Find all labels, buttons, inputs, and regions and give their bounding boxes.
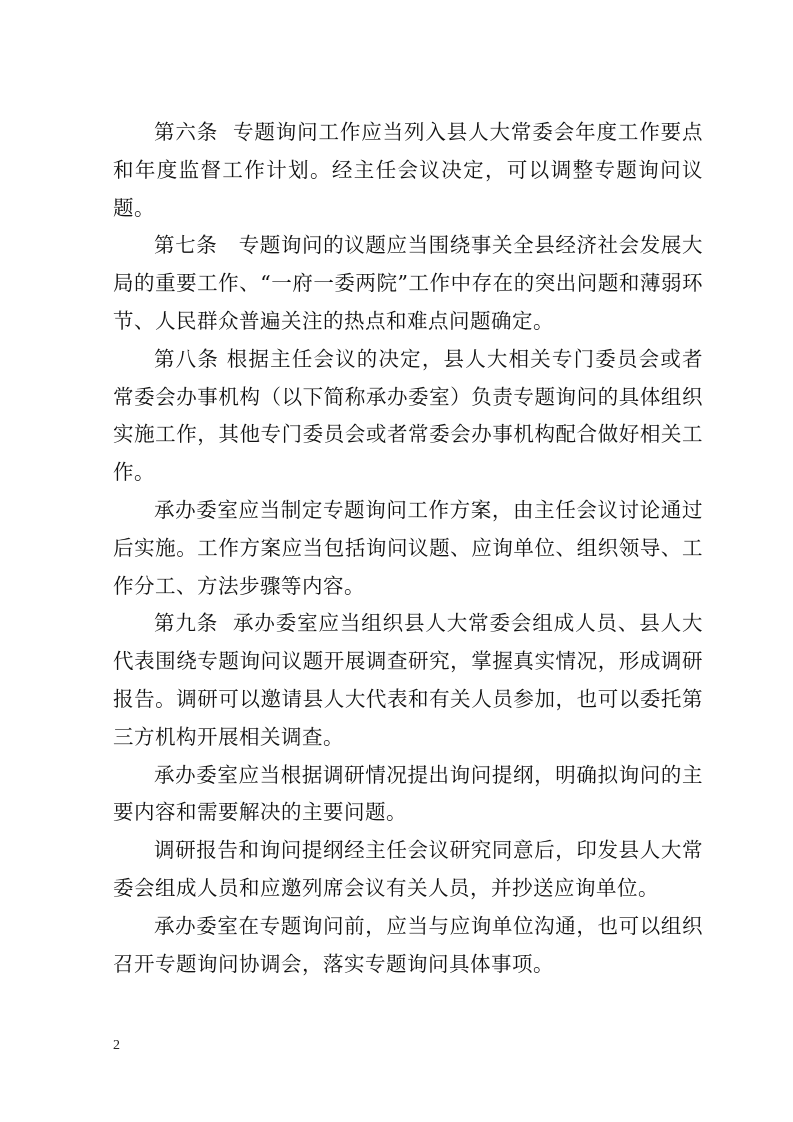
paragraph-work-plan: 承办委室应当制定专题询问工作方案，由主任会议讨论通过后实施。工作方案应当包括询问议题、应询单位、组织领导、工作分工、方法步骤等内容。	[113, 497, 703, 598]
paragraph-coordination: 承办委室在专题询问前，应当与应询单位沟通，也可以组织召开专题询问协调会，落实专题询问具体事项。	[113, 913, 703, 976]
paragraph-report-distribution: 调研报告和询问提纲经主任会议研究同意后，印发县人大常委会组成人员和应邀列席会议有关人员，并抄送应询单位。	[113, 838, 703, 900]
paragraph-article-6: 第六条 专题询问工作应当列入县人大常委会年度工作要点和年度监督工作计划。经主任会议决定，可以调整专题询问议题。	[113, 120, 703, 220]
paragraph-article-9: 第九条 承办委室应当组织县人大常委会组成人员、县人大代表围绕专题询问议题开展调查研究，掌握真实情况，形成调研报告。调研可以邀请县人大代表和有关人员参加，也可以委托第三方机构开展相关调查。	[113, 611, 703, 749]
paragraph-article-8: 第八条 根据主任会议的决定，县人大相关专门委员会或者常委会办事机构（以下简称承办委室）负责专题询问的具体组织实施工作，其他专门委员会或者常委会办事机构配合做好相关工作。	[113, 346, 703, 485]
paragraph-inquiry-outline: 承办委室应当根据调研情况提出询问提纲，明确拟询问的主要内容和需要解决的主要问题。	[113, 762, 703, 825]
document-body	[113, 114, 703, 983]
page-number: 2	[113, 1038, 120, 1053]
paragraph-article-7: 第七条 专题询问的议题应当围绕事关全县经济社会发展大局的重要工作、“一府一委两院”工作中存在的突出问题和薄弱环节、人民群众普遍关注的热点和难点问题确定。	[113, 233, 703, 333]
